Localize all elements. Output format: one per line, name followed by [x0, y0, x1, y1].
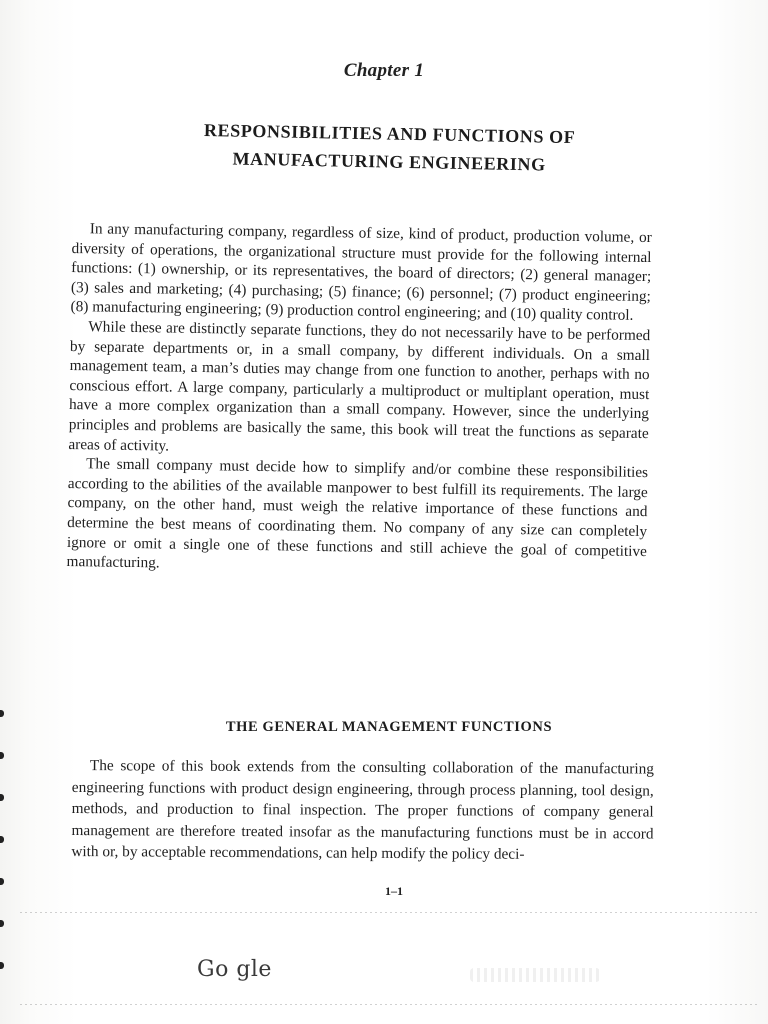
scan-artifact-line	[20, 912, 760, 913]
paragraph-1: In any manufacturing company, regardless of size, kind of product, production volume, or diversity of operations, the organizational structure must provide for the following internal functions: (1) ownership, or its representatives, the board of directors; (2) general manager; (3) sales and marketing; (4) purchasing; (5) finance; (6) personnel; (7) product engineering; (8) manufacturing engineering; (9) production control engineering; and (10) quality control.	[70, 220, 652, 325]
page-number: 1–1	[385, 884, 403, 898]
binding-hole	[0, 752, 4, 759]
chapter-title-line-2: MANUFACTURING ENGINEERING	[232, 148, 546, 175]
google-watermark: Go gle	[197, 957, 272, 982]
faint-stamp	[470, 968, 600, 982]
chapter-title-line-1: RESPONSIBILITIES AND FUNCTIONS OF	[203, 120, 576, 148]
paragraph-2: While these are distinctly separate functions, they do not necessarily have to be performed by separate departments or, in a small company, by different individuals. On a small management team, a man’s duties may change from one function to another, perhaps with no conscious effort. A large company, particularly a multiproduct or multiplant operation, must have a more complex organization than a small company. However, since the underlying principles and problems are basically the same, this book will treat the functions as separate areas of activity.	[68, 318, 651, 455]
binding-hole	[0, 836, 4, 843]
section-body	[71, 755, 654, 867]
binding-hole	[0, 710, 4, 717]
section-paragraph: The scope of this book extends from the consulting collaboration of the manufacturing engineering functions with product design engineering, through process planning, tool design, methods, and production to final inspection. The proper functions of company general management are therefore treated insofar as the manufacturing functions must be in accord with or, by acceptable recommendations, can help modify the policy deci-	[71, 757, 654, 864]
binding-hole	[0, 878, 4, 885]
binding-hole	[0, 920, 4, 927]
intro-body	[66, 219, 651, 581]
section-heading: THE GENERAL MANAGEMENT FUNCTIONS	[225, 719, 553, 735]
binding-hole	[0, 962, 4, 969]
binding-edge	[0, 700, 8, 1020]
scan-artifact-line	[20, 1004, 760, 1005]
chapter-label: Chapter 1	[343, 60, 425, 81]
chapter-title	[99, 114, 680, 181]
paragraph-3: The small company must decide how to simplify and/or combine these responsibilities according to the abilities of the available manpower to best fulfill its requirements. The large company, on the other hand, must weigh the relative importance of these functions and determine the best means of coordinating them. No company of any size can completely ignore or omit a single one of these functions and still achieve the goal of competitive manufacturing.	[66, 455, 649, 572]
binding-hole	[0, 794, 4, 801]
